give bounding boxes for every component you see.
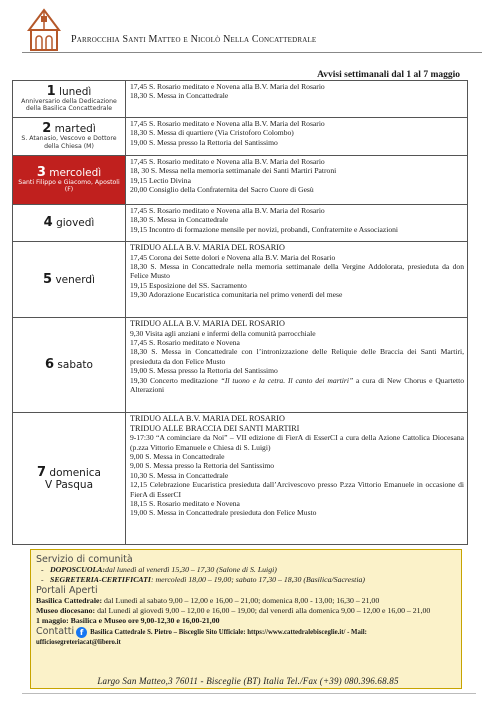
- events-cell: [126, 205, 468, 242]
- event-line: 19,00 S. Messa presso la Rettoria del Santissimo: [130, 137, 278, 147]
- portal-label: 1 maggio: Basilica e Museo: [36, 616, 127, 625]
- day-row-2: [13, 118, 468, 156]
- footer-divider: [22, 693, 476, 694]
- triduo-title: TRIDUO ALLA B.V. MARIA DEL ROSARIO: [130, 319, 285, 328]
- service-label: SEGRETERIA-CERTIFICATI: [50, 575, 151, 584]
- portal-hours: [36, 596, 456, 606]
- portals-title: Portali Aperti: [36, 585, 98, 596]
- day-number: 2: [42, 121, 52, 136]
- portal-label: Basilica Cattedrale:: [36, 596, 103, 605]
- event-line: 12,15 Celebrazione Eucaristica presieduta dall’Arcivescovo presso P.zza Vittorio Emanuele in occasione di FierA di EsserCI: [130, 480, 464, 499]
- service-text: dal lunedì al venerdì 15,30 – 17,30 (Salone di S. Luigi): [105, 565, 277, 574]
- contacts-row: [36, 626, 456, 638]
- concert-line: [130, 376, 464, 395]
- event-line: 9-17:30 “A cominciare da Noi” – VII edizione di FierA di EsserCI a cura della Azione Cattolica Diocesana (p.zza Vittorio Emanuele e Chiesa di S. Luigi): [130, 433, 464, 452]
- day-number: 7: [37, 464, 47, 480]
- events-cell: [126, 81, 468, 118]
- day-cell: [13, 242, 126, 318]
- event-line: 18,30 S. Messa in Concattedrale con l’intronizzazione delle Reliquie delle Braccia dei Santi Martiri, presieduta da don Felice Musto: [130, 347, 464, 366]
- events-cell: [126, 413, 468, 545]
- day-name: sabato: [57, 359, 93, 371]
- contacts-title: Contatti: [36, 626, 75, 637]
- day-number: 4: [43, 215, 53, 230]
- header-divider: [22, 52, 482, 53]
- event-line: 17,45 S. Rosario meditato e Novena alla B.V. Maria del Rosario: [130, 82, 325, 91]
- day-row-7: [13, 413, 468, 545]
- event-line: 19,00 S. Messa presso la Rettoria del Santissimo: [130, 366, 278, 376]
- event-line: 18,30 S. Messa in Concattedrale: [130, 91, 229, 101]
- day-name: mercoledì: [49, 166, 102, 179]
- parish-title: Parrocchia Santi Matteo e Nicolò Nella Concattedrale: [71, 34, 317, 45]
- page-header: [22, 8, 482, 58]
- notice-heading: Avvisi settimanali dal 1 al 7 maggio: [317, 70, 460, 80]
- events-cell: [126, 156, 468, 205]
- event-line: 18, 30 S. Messa nella memoria settimanale dei Santi Martiri Patroni: [130, 166, 337, 176]
- day-number: 6: [45, 357, 55, 372]
- event-line: 17,45 S. Rosario meditato e Novena alla B.V. Maria del Rosario: [130, 157, 325, 166]
- event-line: 18,15 S. Rosario meditato e Novena: [130, 499, 240, 509]
- day-number: 3: [36, 164, 46, 180]
- contacts-text[interactable]: Basilica Cattedrale S. Pietro – Bisceglie Sito Ufficiale: https://www.cattedralebisceglie.it/ - Mail:: [90, 629, 367, 636]
- day-name: venerdì: [55, 273, 95, 286]
- event-line: 18,30 S. Messa di quartiere (Via Cristoforo Colombo): [130, 128, 294, 138]
- events-cell: [126, 118, 468, 156]
- event-line: 19,00 S. Messa in Concattedrale presieduta don Felice Musto: [130, 508, 317, 518]
- triduo-title: TRIDUO ALLE BRACCIA DEI SANTI MARTIRI: [130, 423, 300, 433]
- footer-address: Largo San Matteo,3 76011 - Bisceglie (BT) Italia Tel./Fax (+39) 080.396.68.85: [97, 676, 399, 686]
- day-cell: [13, 118, 126, 156]
- day-cell: [13, 205, 126, 242]
- event-line: 10,30 S. Messa in Concattedrale: [130, 470, 229, 480]
- day-name: domenica: [49, 466, 101, 479]
- event-line: 9,00 S. Messa in Concattedrale: [130, 452, 225, 461]
- day-name: lunedì: [59, 85, 92, 98]
- portal-text: dal Lunedì al sabato 9,00 – 12,00 e 16,00 – 21,00; domenica 8,00 - 13,00; 16,30 – 21,00: [102, 596, 380, 605]
- day-subtitle: V Pasqua: [44, 478, 94, 491]
- day-cell: [13, 81, 126, 118]
- event-line: 18,30 S. Messa in Concattedrale: [130, 215, 229, 225]
- services-title: Servizio di comunità: [36, 554, 133, 565]
- event-line: 17,45 S. Rosario meditato e Novena: [130, 338, 240, 347]
- day-name: giovedì: [56, 217, 95, 229]
- service-item: [36, 575, 456, 585]
- day-row-4: [13, 205, 468, 242]
- event-line: 17,45 S. Rosario meditato e Novena alla B.V. Maria del Rosario: [130, 119, 325, 128]
- contacts-mail[interactable]: ufficiosegreteriacat@libero.it: [36, 638, 121, 646]
- triduo-title: TRIDUO ALLA B.V. MARIA DEL ROSARIO: [130, 414, 285, 423]
- event-line: 19,15 Incontro di formazione mensile per novizi, probandi, Confraternite e Associazioni: [130, 224, 399, 234]
- day-number: 1: [46, 83, 56, 99]
- day-row-3: [13, 156, 468, 205]
- concert-title: “Il tuono e la cetra. Il canto dei martiri”: [220, 375, 354, 385]
- basilica-logo-icon: [26, 8, 62, 54]
- day-cell: [13, 413, 126, 545]
- day-note: Anniversario della Dedicazione della Basilica Concattedrale: [21, 97, 117, 112]
- day-row-6: [13, 318, 468, 413]
- day-number: 5: [43, 271, 53, 287]
- facebook-icon[interactable]: f: [76, 627, 87, 638]
- portal-hours: [36, 616, 456, 626]
- day-row-5: [13, 242, 468, 318]
- event-line: 20,00 Consiglio della Confraternita del Sacro Cuore di Gesù: [130, 185, 314, 195]
- event-line: 17,45 Corona dei Sette dolori e Novena alla B.V. Maria del Rosario: [130, 252, 336, 262]
- day-note: Santi Filippo e Giacomo, Apostoli (F): [18, 178, 120, 193]
- community-info-box: [30, 549, 462, 689]
- portal-hours: [36, 606, 456, 616]
- day-name: martedì: [54, 123, 96, 135]
- event-line: 19,15 Esposizione del SS. Sacramento: [130, 280, 247, 290]
- event-line: 17,45 S. Rosario meditato e Novena alla B.V. Maria del Rosario: [130, 206, 325, 215]
- portal-label: Museo diocesano:: [36, 606, 96, 615]
- events-cell: [126, 242, 468, 318]
- portal-text: ore 9,00-12,30 e 16,00-21,00: [126, 616, 220, 625]
- triduo-title: TRIDUO ALLA B.V. MARIA DEL ROSARIO: [130, 243, 285, 252]
- event-line: 19,30 Adorazione Eucaristica comunitaria nel primo venerdì del mese: [130, 290, 343, 300]
- service-text: : mercoledì 18,00 – 19,00; sabato 17,30 – 18,30 (Basilica/Sacrestia): [150, 575, 365, 584]
- event-line: 9,30 Visita agli anziani e infermi della comunità parrocchiale: [130, 328, 316, 338]
- portal-text: dal Lunedì al giovedì 9,00 – 12,00 e 16,00 – 19,00; dal venerdì alla domenica 9,00 – 12,00 e 16,00 – 21,00: [95, 606, 431, 615]
- day-note: S. Atanasio, Vescovo e Dottore della Chiesa (M): [21, 135, 117, 150]
- concert-prefix: 19,30 Concerto meditazione: [130, 375, 221, 385]
- events-cell: [126, 318, 468, 413]
- service-label: DOPOSCUOLA:: [50, 565, 106, 574]
- weekly-schedule-table: [12, 80, 468, 545]
- day-row-1: [13, 81, 468, 118]
- event-line: 18,30 S. Messa in Concattedrale nella memoria settimanale della Vergine Addolorata, presieduta da don Felice Musto: [130, 262, 464, 281]
- event-line: 19,15 Lectio Divina: [130, 175, 191, 185]
- service-item: [36, 565, 456, 575]
- day-cell-highlighted: [13, 156, 126, 205]
- event-line: 9,00 S. Messa presso la Rettoria del Santissimo: [130, 461, 275, 471]
- concert-suffix: a cura di New Chorus e Quartetto Alterazioni: [130, 375, 464, 395]
- day-cell: [13, 318, 126, 413]
